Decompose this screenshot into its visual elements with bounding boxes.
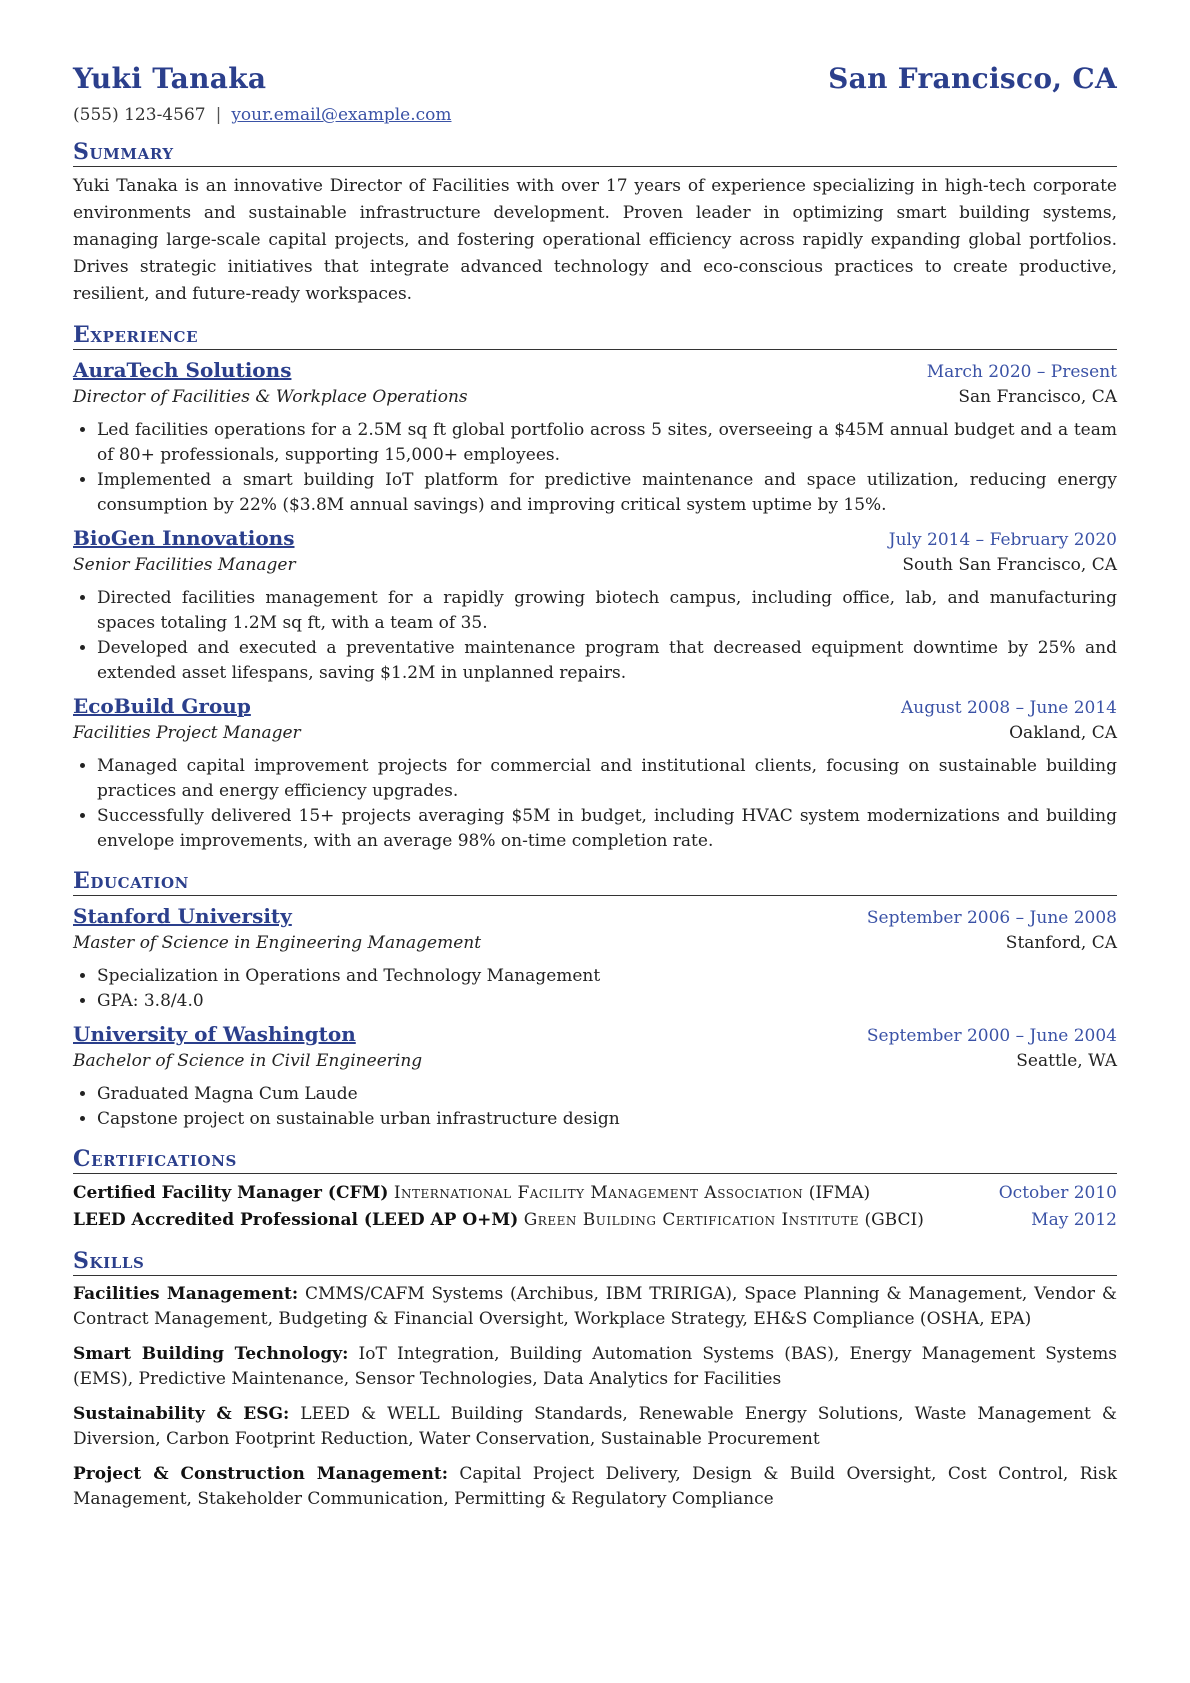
skill-group-name: Sustainability & ESG:: [73, 1404, 290, 1424]
experience-entry: [73, 356, 1117, 518]
skill-group: [73, 1462, 1117, 1512]
entry-header: [73, 1020, 1117, 1048]
skill-group-items: CMMS/CAFM Systems (Archibus, IBM TRIRIGA), Space Planning & Management, Vendor & Contract Management, Budgeting & Financial Oversight, Workplace Strategy, EH&S Compliance (OSHA, EPA): [73, 1284, 1118, 1329]
bullet-list: [73, 1082, 1117, 1132]
entry-location: San Francisco, CA: [958, 387, 1117, 407]
entry-location: Oakland, CA: [1009, 723, 1117, 743]
degree-title: Master of Science in Engineering Management: [73, 933, 482, 953]
degree-title: Bachelor of Science in Civil Engineering: [73, 1051, 423, 1071]
email-link[interactable]: your.email@example.com: [231, 105, 452, 125]
certification-list: [73, 1180, 1117, 1234]
list-item: • Managed capital improvement projects for commercial and institutional clients, focusing on sustainable building practices and energy efficiency upgrades.: [97, 754, 1117, 804]
entry-header: [73, 692, 1117, 720]
entry-location: South San Francisco, CA: [902, 555, 1117, 575]
education-entry: [73, 902, 1117, 1014]
candidate-location: San Francisco, CA: [828, 62, 1117, 95]
certification-name: LEED Accredited Professional (LEED AP O+M): [73, 1210, 519, 1230]
employer-link[interactable]: AuraTech Solutions: [73, 358, 292, 382]
section-title-experience: Experience: [73, 322, 1117, 350]
entry-header: [73, 356, 1117, 384]
bullet-list: [73, 964, 1117, 1014]
skill-group-name: Project & Construction Management:: [73, 1464, 448, 1484]
education-entry: [73, 1020, 1117, 1132]
section-title-education: Education: [73, 868, 1117, 896]
entry-subheader: [73, 1048, 1117, 1074]
entry-subheader: [73, 720, 1117, 746]
bullet-list: [73, 754, 1117, 854]
skill-group-name: Smart Building Technology:: [73, 1344, 349, 1364]
entry-dates: March 2020 – Present: [926, 362, 1117, 382]
list-item: • Developed and executed a preventative maintenance program that decreased equipment downtime by 25% and extended asset lifespans, saving $1.2M in unplanned repairs.: [97, 636, 1117, 686]
entry-subheader: [73, 930, 1117, 956]
skill-group: [73, 1342, 1117, 1392]
entry-dates: September 2000 – June 2004: [866, 1026, 1117, 1046]
certification-name: Certified Facility Manager (CFM): [73, 1183, 389, 1203]
certification-issuer: Green Building Certification Institute: [523, 1210, 860, 1230]
summary-text: Yuki Tanaka is an innovative Director of Facilities with over 17 years of experience specializing in high-tech corporate environments and sustainable infrastructure development. Proven leader in optimizing smart building systems, managing large-scale capital projects, and fostering operational efficiency across rapidly expanding global portfolios. Drives strategic initiatives that integrate advanced technology and eco-conscious practices to create productive, resilient, and future-ready workspaces.: [73, 176, 1117, 304]
contact-line: [73, 105, 1117, 125]
section-title-certifications: Certifications: [73, 1146, 1117, 1174]
skill-group: [73, 1282, 1117, 1332]
list-item: • Capstone project on sustainable urban infrastructure design: [97, 1107, 1117, 1132]
certification-date: May 2012: [1031, 1210, 1117, 1230]
list-item: • Graduated Magna Cum Laude: [97, 1082, 1117, 1107]
entry-subheader: [73, 552, 1117, 578]
experience-entry: [73, 692, 1117, 854]
certification-issuer-abbr: (GBCI): [864, 1210, 924, 1230]
certification-text: [73, 1207, 1021, 1234]
certification-issuer: International Facility Management Association: [393, 1183, 804, 1203]
skill-group-items: LEED & WELL Building Standards, Renewable Energy Solutions, Waste Management & Diversion, Carbon Footprint Reduction, Water Conservation, Sustainable Procurement: [73, 1404, 1117, 1449]
certification-item: [73, 1180, 1117, 1207]
entry-subheader: [73, 384, 1117, 410]
skill-group-items: IoT Integration, Building Automation Systems (BAS), Energy Management Systems (EMS), Predictive Maintenance, Sensor Technologies, Data Analytics for Facilities: [73, 1344, 1117, 1389]
list-item: • Successfully delivered 15+ projects averaging $5M in budget, including HVAC system modernizations and building envelope improvements, with an average 98% on-time completion rate.: [97, 804, 1117, 854]
skill-group-name: Facilities Management:: [73, 1284, 299, 1304]
entry-dates: September 2006 – June 2008: [866, 908, 1117, 928]
job-title: Director of Facilities & Workplace Operations: [73, 387, 468, 407]
certification-date: October 2010: [998, 1183, 1117, 1203]
entry-dates: August 2008 – June 2014: [900, 698, 1117, 718]
section-title-skills: Skills: [73, 1248, 1117, 1276]
school-link[interactable]: University of Washington: [73, 1022, 356, 1046]
skill-group-items: Capital Project Delivery, Design & Build Oversight, Cost Control, Risk Management, Stakeholder Communication, Permitting & Regulatory Compliance: [73, 1464, 1117, 1509]
entry-location: Stanford, CA: [1005, 933, 1117, 953]
section-title-summary: Summary: [73, 139, 1117, 167]
list-item: • Directed facilities management for a rapidly growing biotech campus, including office, lab, and manufacturing spaces totaling 1.2M sq ft, with a team of 35.: [97, 586, 1117, 636]
contact-separator: |: [215, 105, 222, 125]
candidate-name: Yuki Tanaka: [73, 62, 267, 95]
certification-text: [73, 1180, 989, 1207]
employer-link[interactable]: EcoBuild Group: [73, 694, 251, 718]
bullet-list: [73, 418, 1117, 518]
employer-link[interactable]: BioGen Innovations: [73, 526, 295, 550]
entry-dates: July 2014 – February 2020: [888, 530, 1117, 550]
certification-item: [73, 1207, 1117, 1234]
school-link[interactable]: Stanford University: [73, 904, 292, 928]
certification-issuer-abbr: (IFMA): [808, 1183, 871, 1203]
skill-group: [73, 1402, 1117, 1452]
list-item: • Led facilities operations for a 2.5M sq ft global portfolio across 5 sites, overseeing a $45M annual budget and a team of 80+ professionals, supporting 15,000+ employees.: [97, 418, 1117, 468]
experience-entry: [73, 524, 1117, 686]
entry-header: [73, 524, 1117, 552]
list-item: • GPA: 3.8/4.0: [97, 989, 1117, 1014]
job-title: Senior Facilities Manager: [73, 555, 296, 575]
entry-header: [73, 902, 1117, 930]
bullet-list: [73, 586, 1117, 686]
list-item: • Specialization in Operations and Technology Management: [97, 964, 1117, 989]
entry-location: Seattle, WA: [1016, 1051, 1117, 1071]
phone-number: (555) 123-4567: [73, 105, 206, 125]
resume-header: [73, 62, 1117, 95]
job-title: Facilities Project Manager: [73, 723, 301, 743]
list-item: • Implemented a smart building IoT platform for predictive maintenance and space utilization, reducing energy consumption by 22% ($3.8M annual savings) and improving critical system uptime by 15%.: [97, 468, 1117, 518]
